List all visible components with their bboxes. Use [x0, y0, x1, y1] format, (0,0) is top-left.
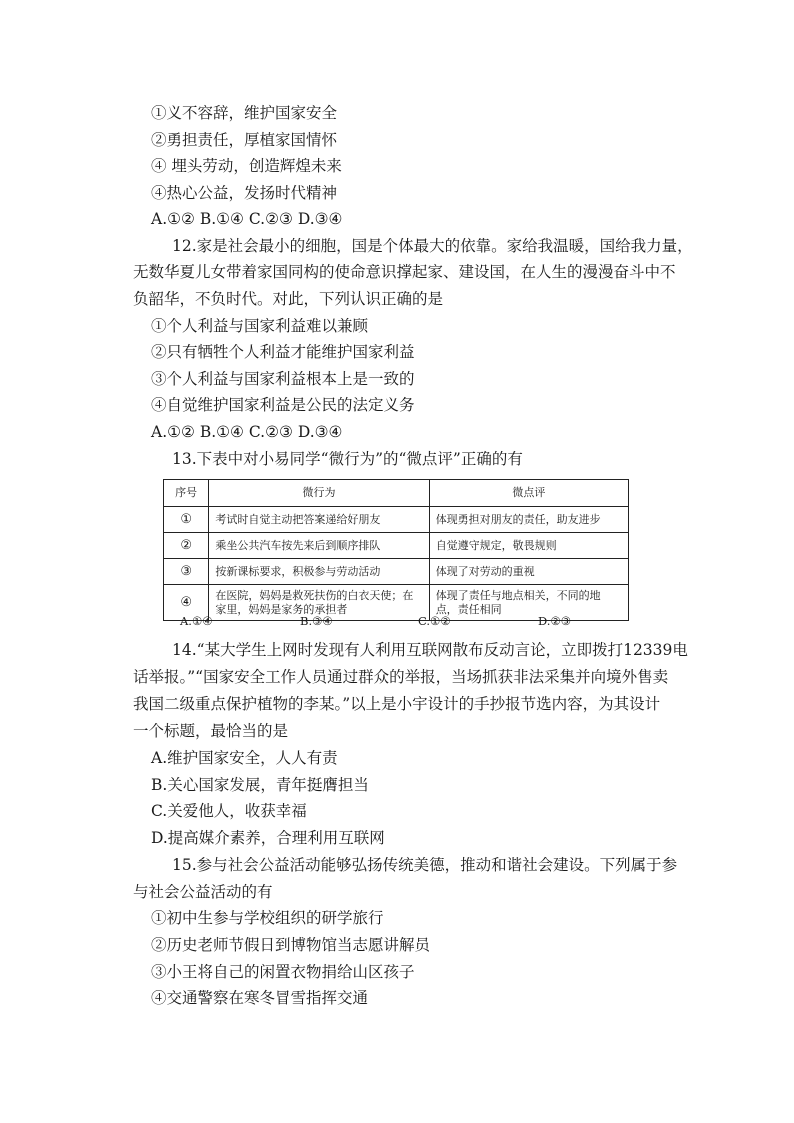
row-behavior: 在医院，妈妈是救死扶伤的白衣天使；在家里，妈妈是家务的承担者	[209, 585, 429, 621]
table-row	[164, 533, 629, 559]
q14-option-b: B.关心国家发展，青年挺膺担当	[151, 776, 369, 794]
row-index: ③	[164, 559, 209, 585]
q12-stem-line-3: 负韶华，不负时代。对此，下列认识正确的是	[133, 290, 444, 308]
header-index: 序号	[164, 480, 209, 507]
q14-option-d: D.提高媒介素养，合理利用互联网	[151, 829, 385, 847]
q11-option-3: ④ 埋头劳动，创造辉煌未来	[151, 157, 342, 175]
table-row	[164, 559, 629, 585]
header-behavior: 微行为	[209, 480, 429, 507]
q15-option-1: ①初中生参与学校组织的研学旅行	[151, 909, 384, 927]
q15-option-3: ③小王将自己的闲置衣物捐给山区孩子	[151, 963, 415, 981]
q14-stem-line-4: 一个标题，最恰当的是	[133, 722, 289, 740]
q12-stem-line-2: 无数华夏儿女带着家国同构的使命意识撑起家、建设国，在人生的漫漫奋斗中不	[133, 263, 676, 281]
table-header-row	[164, 480, 629, 507]
row-comment: 体现了责任与地点相关，不同的地点，责任相同	[429, 585, 628, 621]
row-comment: 体现了对劳动的重视	[429, 559, 628, 585]
row-behavior: 考试时自觉主动把答案递给好朋友	[209, 507, 429, 533]
q14-option-c: C.关爱他人，收获幸福	[151, 802, 307, 820]
row-index: ①	[164, 507, 209, 533]
q13-choice-d: D.②③	[538, 614, 572, 628]
q14-stem-line-2: 话举报。”“国家安全工作人员通过群众的举报，当场抓获非法采集并向境外售卖	[133, 668, 669, 686]
q15-option-2: ②历史老师节假日到博物馆当志愿讲解员	[151, 936, 431, 954]
q12-option-1: ①个人利益与国家利益难以兼顾	[151, 317, 369, 335]
header-comment: 微点评	[429, 480, 628, 507]
q13-choice-c: C.①②	[418, 614, 451, 628]
row-behavior: 按新课标要求，积极参与劳动活动	[209, 559, 429, 585]
q15-option-4: ④交通警察在寒冬冒雪指挥交通	[151, 989, 369, 1007]
q12-option-4: ④自觉维护国家利益是公民的法定义务	[151, 396, 415, 414]
q12-choices: A.①② B.①④ C.②③ D.③④	[151, 423, 343, 441]
q11-choices: A.①② B.①④ C.②③ D.③④	[151, 210, 343, 228]
q13-choice-b: B.③④	[300, 614, 333, 628]
q11-option-1: ①义不容辞，维护国家安全	[151, 104, 338, 122]
q14-stem-line-3: 我国二级重点保护植物的李某。”以上是小宇设计的手抄报节选内容，为其设计	[133, 695, 661, 713]
row-index: ②	[164, 533, 209, 559]
q12-option-3: ③个人利益与国家利益根本上是一致的	[151, 370, 415, 388]
q13-stem: 13.下表中对小易同学“微行为”的“微点评”正确的有	[172, 450, 523, 468]
table-row	[164, 507, 629, 533]
q11-option-2: ②勇担责任，厚植家国情怀	[151, 131, 338, 149]
q14-option-a: A.维护国家安全，人人有责	[151, 749, 338, 767]
q14-stem-line-1: 14.“某大学生上网时发现有人利用互联网散布反动言论，立即拨打12339电	[172, 641, 688, 659]
row-comment: 体现勇担对朋友的责任，助友进步	[429, 507, 628, 533]
row-behavior: 乘坐公共汽车按先来后到顺序排队	[209, 533, 429, 559]
q12-stem-line-1: 12.家是社会最小的细胞，国是个体最大的依靠。家给我温暖，国给我力量，	[172, 237, 693, 255]
q11-option-4: ④热心公益，发扬时代精神	[151, 184, 338, 202]
row-comment: 自觉遵守规定，敬畏规则	[429, 533, 628, 559]
micro-behavior-table	[163, 479, 629, 621]
row-index: ④	[164, 585, 209, 621]
q13-choice-a: A.①④	[180, 614, 213, 628]
q12-option-2: ②只有牺牲个人利益才能维护国家利益	[151, 343, 415, 361]
q15-stem-line-2: 与社会公益活动的有	[133, 883, 273, 901]
q15-stem-line-1: 15.参与社会公益活动能够弘扬传统美德，推动和谐社会建设。下列属于参	[172, 856, 678, 874]
